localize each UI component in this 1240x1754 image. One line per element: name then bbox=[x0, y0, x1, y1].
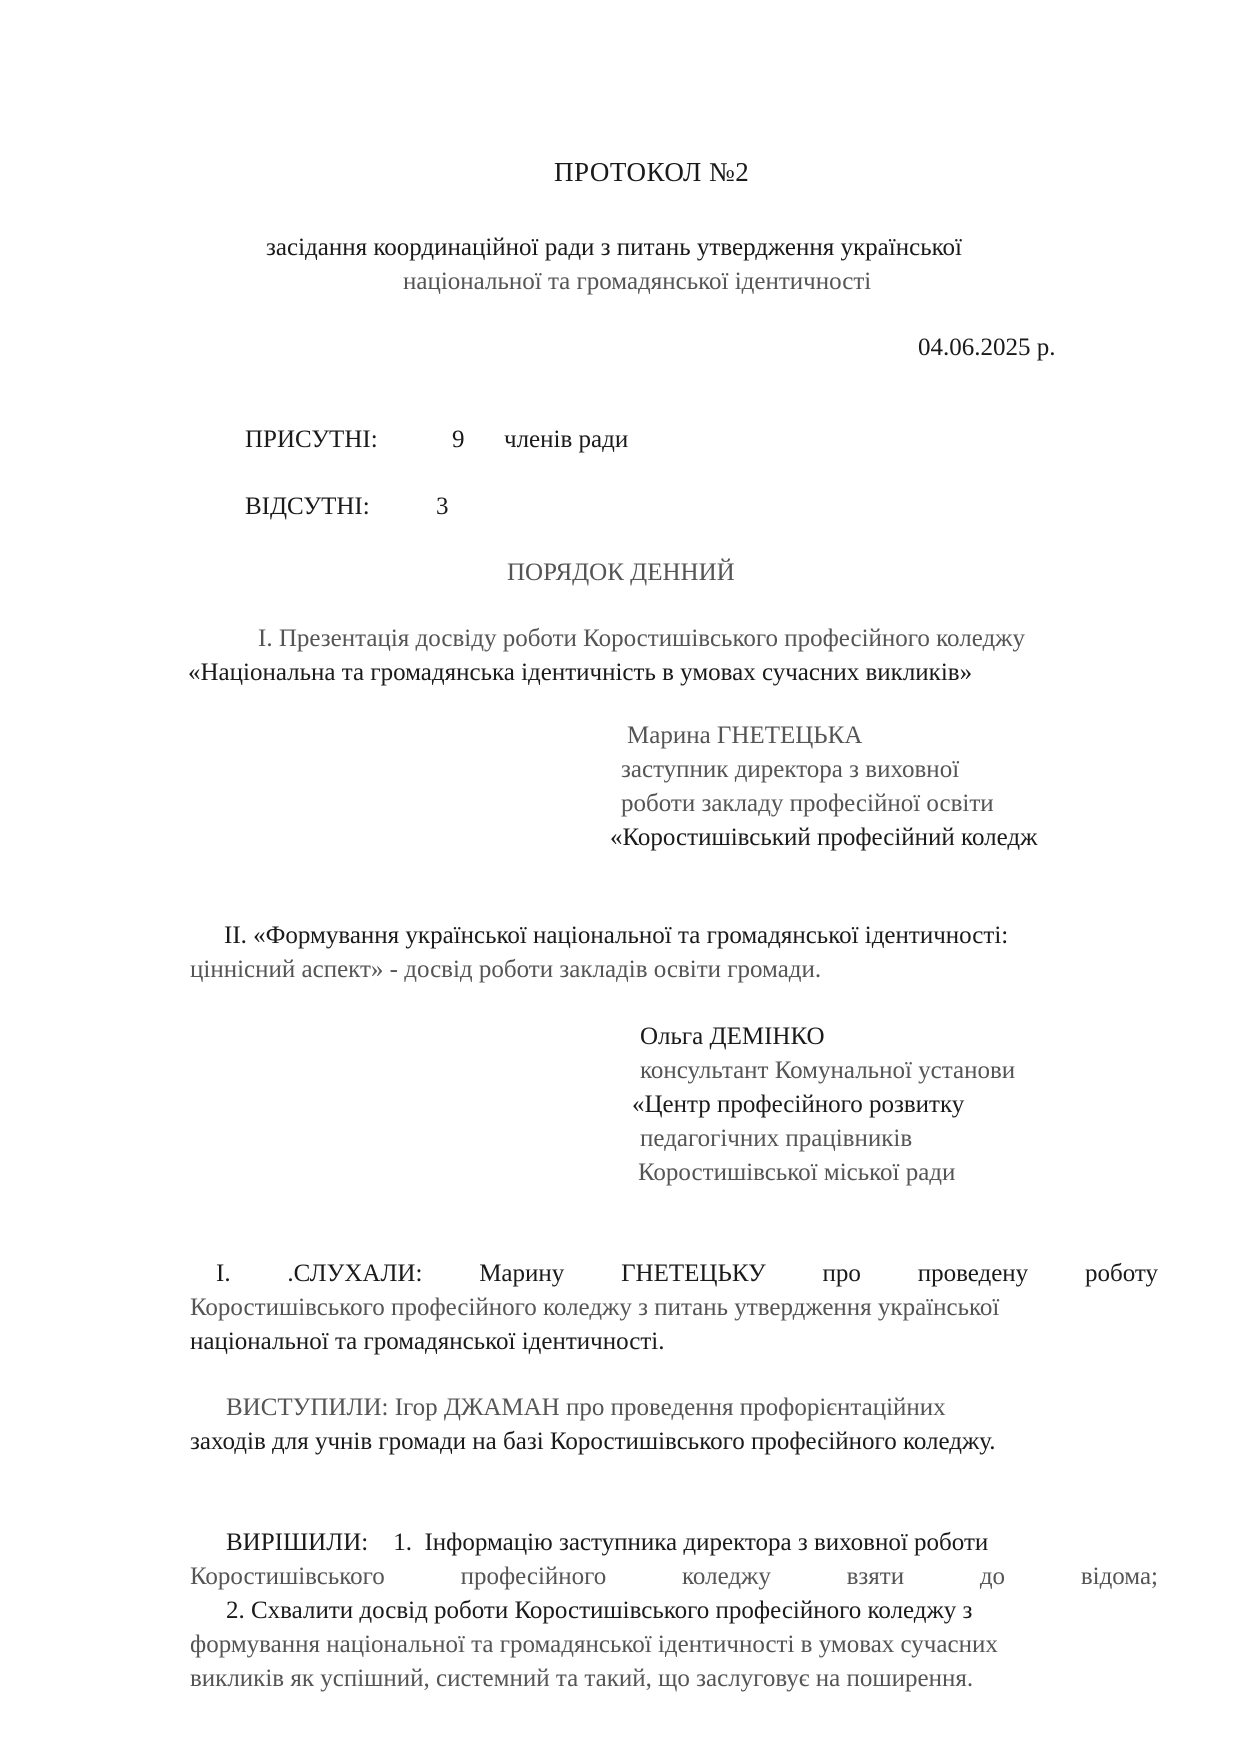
heard-word-3: про bbox=[822, 1260, 861, 1287]
heard-word-5: роботу bbox=[1084, 1260, 1158, 1287]
decided-line-1: ВИРІШИЛИ: 1. Інформацію заступника директора з виховної роботи bbox=[226, 1529, 989, 1556]
document-date: 04.06.2025 р. bbox=[918, 334, 1056, 361]
decided-word: до bbox=[979, 1563, 1006, 1590]
decided-word: взяти bbox=[846, 1563, 905, 1590]
document-title: ПРОТОКОЛ №2 bbox=[554, 157, 750, 187]
heard-line-1 bbox=[216, 1258, 1158, 1290]
speaker-1-name: Марина ГНЕТЕЦЬКА bbox=[627, 722, 863, 749]
speaker-1-role-line-3: «Коростишівський професійний коледж bbox=[610, 824, 1038, 851]
speaker-2-role-line-3: педагогічних працівників bbox=[640, 1125, 913, 1152]
heard-line-3: національної та громадянської ідентичності. bbox=[190, 1328, 665, 1355]
speaker-1-role-line-1: заступник директора з виховної bbox=[621, 756, 960, 783]
spoke-line-1: ВИСТУПИЛИ: Ігор ДЖАМАН про проведення профорієнтаційних bbox=[226, 1394, 946, 1421]
absent-label: ВІДСУТНІ: bbox=[245, 493, 370, 520]
spoke-line-2: заходів для учнів громади на базі Коростишівського професійного коледжу. bbox=[190, 1428, 996, 1455]
heard-word-2: ГНЕТЕЦЬКУ bbox=[621, 1260, 766, 1287]
subtitle-line-2: національної та громадянської ідентичності bbox=[403, 268, 872, 295]
agenda-heading: ПОРЯДОК ДЕННИЙ bbox=[507, 559, 735, 586]
decided-line-4: формування національної та громадянської ідентичності в умовах сучасних bbox=[190, 1631, 998, 1658]
speaker-2-role-line-2: «Центр професійного розвитку bbox=[632, 1091, 965, 1118]
heard-word-4: проведену bbox=[917, 1260, 1029, 1287]
agenda-item-1-line-2: «Національна та громадянська ідентичність в умовах сучасних викликів» bbox=[188, 659, 973, 686]
decided-word: коледжу bbox=[682, 1563, 771, 1590]
decided-line-3: 2. Схвалити досвід роботи Коростишівського професійного коледжу з bbox=[226, 1597, 973, 1624]
present-label: ПРИСУТНІ: bbox=[245, 426, 378, 453]
subtitle-line-1: засідання координаційної ради з питань утвердження української bbox=[266, 234, 962, 261]
agenda-item-2-line-1: ІІ. «Формування української національної та громадянської ідентичності: bbox=[224, 922, 1009, 949]
decided-line-5: викликів як успішний, системний та такий, що заслуговує на поширення. bbox=[190, 1665, 974, 1692]
speaker-1-role-line-2: роботи закладу професійної освіти bbox=[621, 790, 994, 817]
decided-word: відома; bbox=[1080, 1563, 1158, 1590]
decided-word: Коростишівського bbox=[190, 1563, 385, 1590]
speaker-2-name: Ольга ДЕМІНКО bbox=[640, 1023, 825, 1050]
speaker-2-role-line-1: консультант Комунальної установи bbox=[640, 1057, 1016, 1084]
present-count: 9 bbox=[452, 426, 465, 453]
heard-number: І. bbox=[216, 1260, 231, 1287]
heard-word-1: Марину bbox=[479, 1260, 565, 1287]
heard-label: .СЛУХАЛИ: bbox=[287, 1260, 423, 1287]
agenda-item-2-line-2: ціннісний аспект» - досвід роботи закладів освіти громади. bbox=[190, 956, 822, 983]
speaker-2-role-line-4: Коростишівської міської ради bbox=[638, 1159, 956, 1186]
decided-line-2 bbox=[190, 1561, 1158, 1593]
decided-word: професійного bbox=[460, 1563, 607, 1590]
absent-count: 3 bbox=[436, 493, 449, 520]
heard-line-2: Коростишівського професійного коледжу з питань утвердження української bbox=[190, 1294, 1000, 1321]
agenda-item-1-line-1: І. Презентація досвіду роботи Коростишівського професійного коледжу bbox=[258, 625, 1025, 652]
present-unit: членів ради bbox=[504, 426, 629, 453]
